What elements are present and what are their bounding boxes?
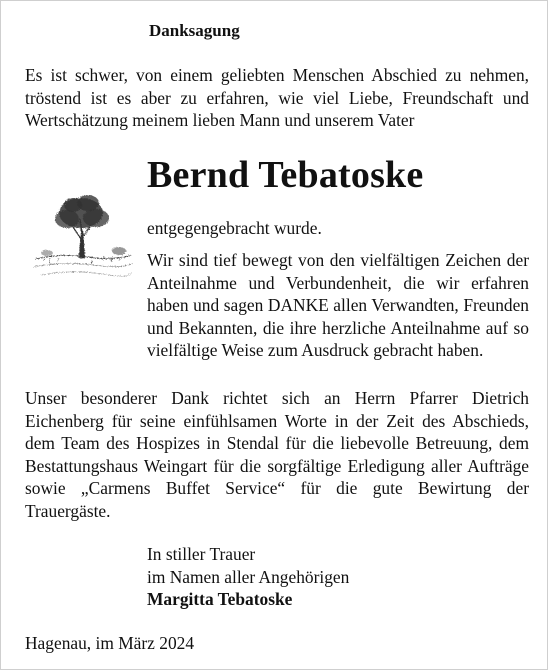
intro-paragraph: Es ist schwer, von einem geliebten Menschen Abschied zu nehmen, tröstend ist es aber zu erfahren, wie viel Liebe, Freundschaft und Wertschätzung meinem lieben Mann und unserem Vater: [25, 65, 529, 130]
closing-line-mourning: In stiller Trauer: [147, 544, 256, 564]
thanks-paragraph: Wir sind tief bewegt von den vielfältigen Zeichen der Anteilnahme und Verbundenheit, die wir erfahren haben und sagen DANKE allen Verwandten, Freunden und Bekannten, die ihre herzliche Anteilnahme auf so vielfältige Weise zum Ausdruck gebracht haben.: [147, 250, 529, 360]
place-and-date: Hagenau, im März 2024: [25, 633, 195, 653]
special-thanks-paragraph: Unser besonderer Dank richtet sich an Herrn Pfarrer Dietrich Eichenberg für seine einfühlsamen Worte in der Zeit des Abschieds, dem Team des Hospizes in Stendal für die liebevolle Betreuung, dem Bestattungshaus Weingart für die sorgfältige Erledigung aller Aufträge sowie „Carmens Buffet Service“ für die gute Bewirtung der Trauergäste.: [25, 388, 529, 521]
notice-heading: Danksagung: [149, 21, 240, 40]
closing-line-relatives: im Namen aller Angehörigen: [147, 566, 350, 587]
after-name-text: entgegengebracht wurde.: [147, 218, 322, 238]
decedent-name: Bernd Tebatoske: [147, 154, 424, 196]
signer-name: Margitta Tebatoske: [147, 589, 293, 609]
tree-landscape-icon: [33, 179, 133, 282]
closing-block: [147, 543, 349, 611]
